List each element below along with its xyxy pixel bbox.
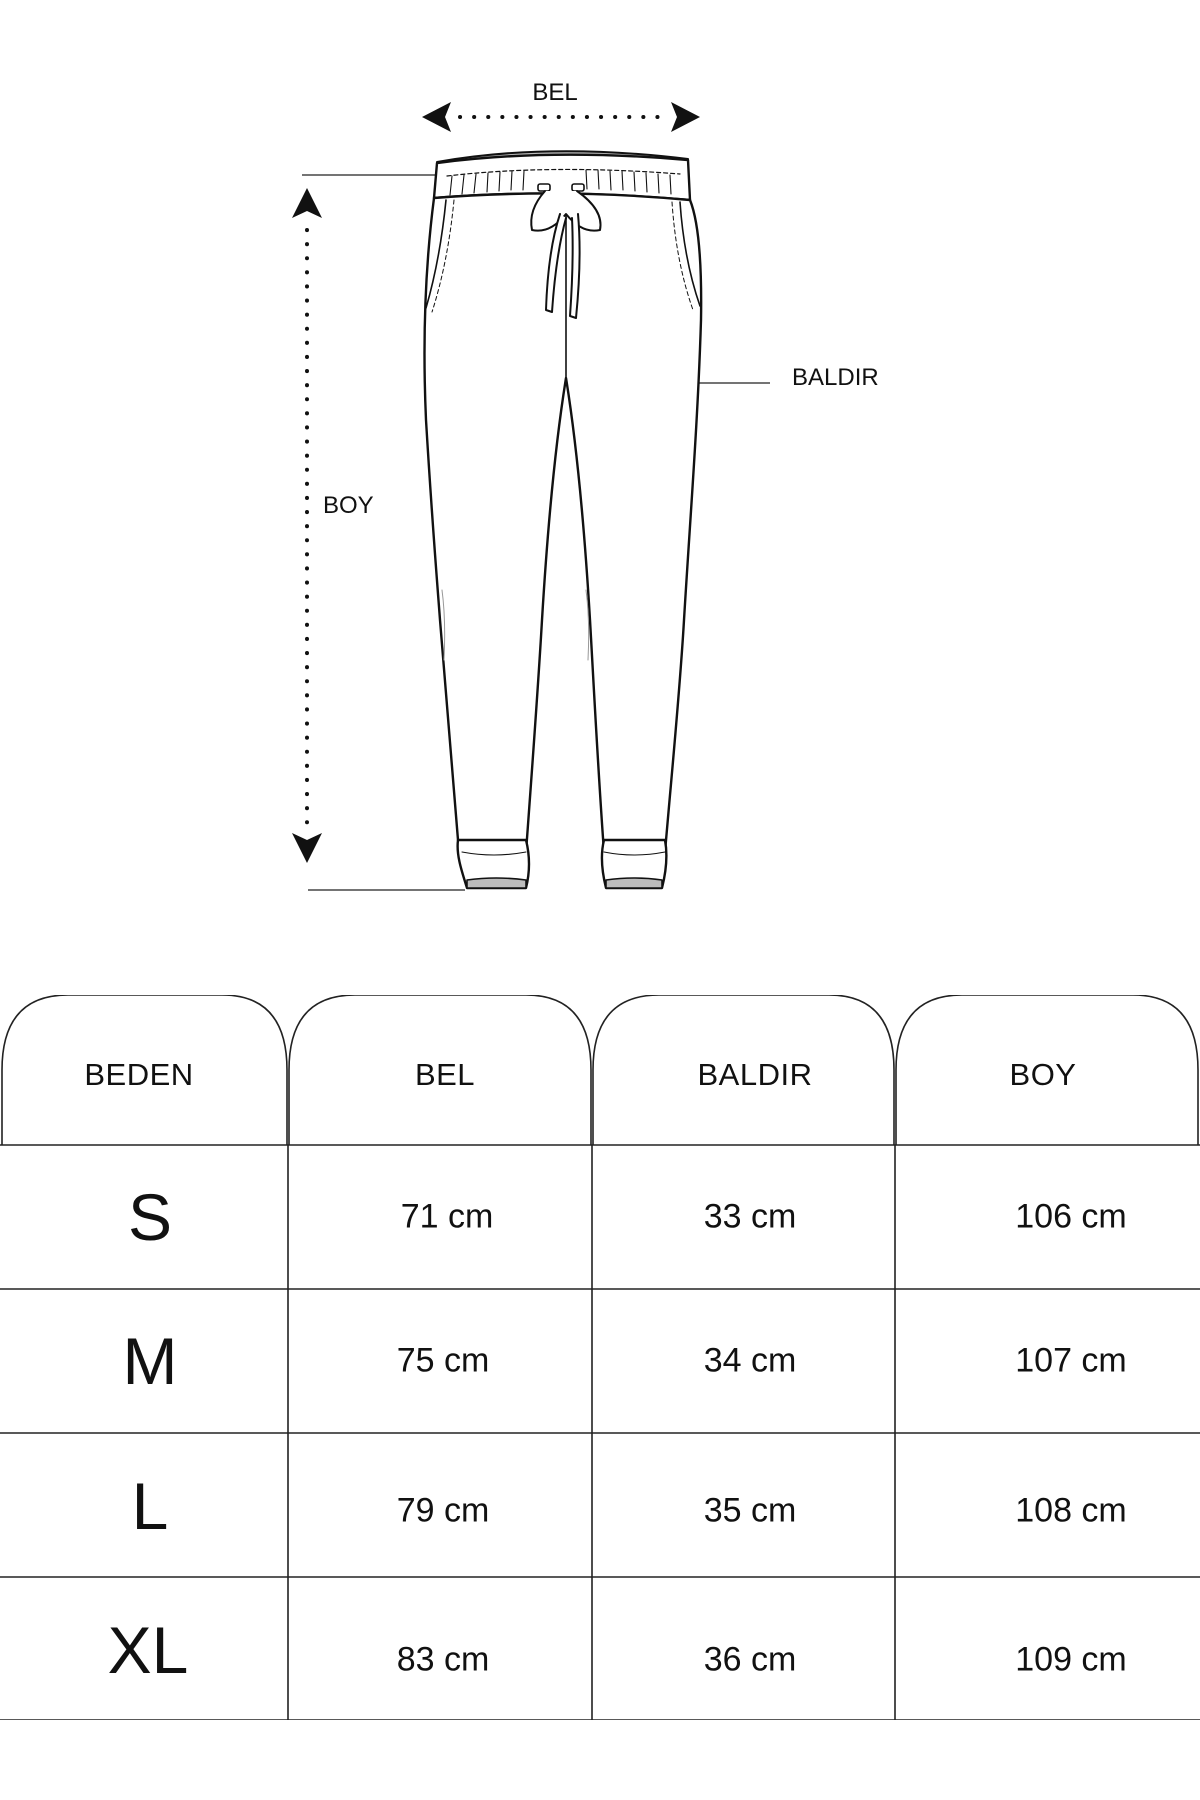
length-arrow-up-icon: [292, 188, 322, 218]
header-length: BOY: [1009, 1057, 1077, 1092]
waist-cell-xl: 83 cm: [396, 1640, 490, 1679]
waist-cell-s: 71 cm: [400, 1197, 494, 1236]
drawstring-eyelet-left: [538, 184, 550, 191]
waist-cell-l: 79 cm: [396, 1491, 490, 1530]
length-cell-s: 106 cm: [1015, 1197, 1127, 1236]
length-arrow-down-icon: [292, 833, 322, 863]
waist-arrow-right-icon: [671, 102, 700, 132]
cuff-right-opening: [606, 878, 662, 888]
length-label: BOY: [323, 492, 374, 519]
waist-arrow-left-icon: [422, 102, 451, 132]
size-cell-s: S: [127, 1180, 173, 1254]
calf-cell-xl: 36 cm: [703, 1640, 797, 1679]
length-cell-m: 107 cm: [1015, 1341, 1127, 1380]
header-waist: BEL: [414, 1057, 476, 1092]
pants-outline: [424, 193, 701, 852]
pants-illustration: [424, 151, 701, 888]
size-cell-m: M: [122, 1324, 178, 1398]
waist-measurement: [422, 79, 700, 132]
calf-cell-s: 33 cm: [703, 1197, 797, 1236]
drawstring-eyelet-right: [572, 184, 584, 191]
waist-label: BEL: [532, 79, 578, 106]
cuff-left-opening: [467, 878, 526, 888]
length-cell-l: 108 cm: [1015, 1491, 1127, 1530]
waist-cell-m: 75 cm: [396, 1341, 490, 1380]
calf-cell-m: 34 cm: [703, 1341, 797, 1380]
size-chart-table: [0, 995, 1200, 1720]
size-cell-xl: XL: [107, 1613, 189, 1687]
length-cell-xl: 109 cm: [1015, 1640, 1127, 1679]
calf-label: BALDIR: [792, 364, 879, 391]
header-calf: BALDIR: [697, 1057, 813, 1092]
header-size: BEDEN: [84, 1057, 194, 1092]
size-cell-l: L: [131, 1469, 169, 1543]
calf-cell-l: 35 cm: [703, 1491, 797, 1530]
